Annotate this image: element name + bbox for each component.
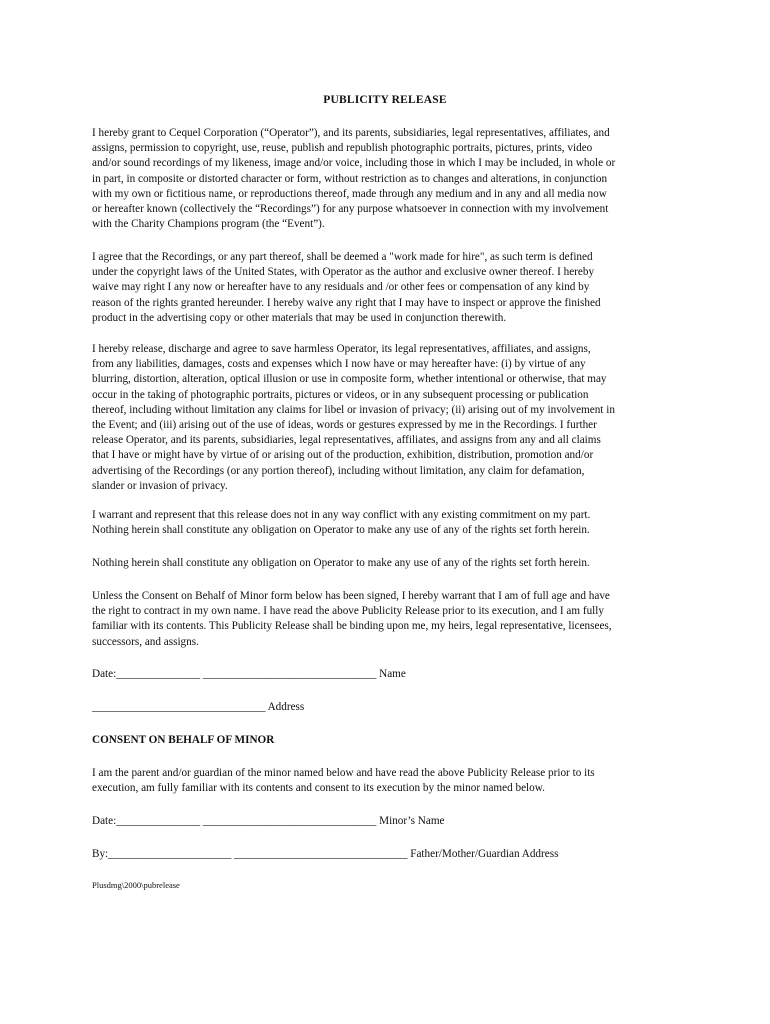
paragraph-line: execution, am fully familiar with its contents and consent to its execution by the minor named below.	[92, 782, 545, 795]
paragraph-line: slander or invasion of privacy.	[92, 479, 228, 492]
date-name-signature-line: Date:_______________ _______________________________ Name	[92, 668, 406, 680]
minor-consent-heading: CONSENT ON BEHALF OF MINOR	[92, 734, 275, 746]
paragraph-line: familiar with its contents. This Publicity Release shall be binding upon me, my heirs, legal representative, licensees,	[92, 620, 612, 633]
work-for-hire-paragraph	[92, 250, 692, 326]
paragraph-line: product in the advertising copy or other materials that may be used in conjunction therewith.	[92, 311, 507, 324]
obligation-paragraph	[92, 556, 692, 571]
paragraph-line: reason of the rights granted hereunder. I hereby waive any right that I may have to inspect or approve the finished	[92, 296, 601, 309]
paragraph-line: Nothing herein shall constitute any obligation on Operator to make any use of any of the rights set forth herein.	[92, 524, 590, 537]
paragraph-line: I am the parent and/or guardian of the minor named below and have read the above Publicity Release prior to its	[92, 767, 595, 779]
warrant-paragraph	[92, 508, 692, 538]
paragraph-line: and/or sound recordings of my likeness, image and/or voice, including those in which I may be included, in whole or	[92, 157, 616, 170]
grant-paragraph	[92, 126, 692, 232]
paragraph-line: thereof, including without limitation any claims for libel or invasion of privacy; (ii) arising out of my involvement in	[92, 403, 615, 416]
paragraph-line: I hereby release, discharge and agree to save harmless Operator, its legal representatives, affiliates, and assigns,	[92, 343, 591, 355]
paragraph-line: in part, in composite or distorted character or form, without restriction as to changes and alterations, in conjunction	[92, 172, 608, 185]
paragraph-line: Unless the Consent on Behalf of Minor form below has been signed, I hereby warrant that I am of full age and have	[92, 590, 610, 602]
paragraph-line: or hereafter known (collectively the “Recordings”) for any purpose whatsoever in connection with my involvement	[92, 203, 609, 216]
paragraph-line: with my own or fictitious name, or reproductions thereof, made through any medium and in any and all media now	[92, 187, 607, 200]
paragraph-line: successors, and assigns.	[92, 635, 199, 648]
paragraph-line: the right to contract in my own name. I have read the above Publicity Release prior to its execution, and I am fully	[92, 605, 604, 618]
paragraph-line: Nothing herein shall constitute any obligation on Operator to make any use of any of the rights set forth herein.	[92, 557, 590, 569]
document-title: PUBLICITY RELEASE	[323, 94, 447, 106]
paragraph-line: under the copyright laws of the United States, with Operator as the author and exclusive owner thereof. I hereby	[92, 266, 595, 279]
paragraph-line: from any liabilities, damages, costs and expenses which I now have or may hereafter have: (i) by virtue of any	[92, 358, 586, 371]
paragraph-line: assigns, permission to copyright, use, reuse, publish and republish photographic portraits, pictures, prints, video	[92, 142, 593, 155]
document-footer-path: Plusdmg\2000\pubrelease	[92, 880, 180, 890]
paragraph-line: I hereby grant to Cequel Corporation (“Operator”), and its parents, subsidiaries, legal representatives, affiliates, and	[92, 127, 610, 139]
paragraph-line: release Operator, and its parents, subsidiaries, legal representatives, affiliates, and assigns from any and all claims	[92, 434, 601, 447]
paragraph-line: advertising of the Recordings (or any portion thereof), including without limitation, any claim for defamation,	[92, 464, 585, 477]
minor-consent-paragraph	[92, 766, 692, 796]
paragraph-line: I warrant and represent that this release does not in any way conflict with any existing commitment on my part.	[92, 509, 591, 521]
paragraph-line: that I have or might have by virtue of or arising out of the production, exhibition, distribution, promotion and/or	[92, 449, 594, 462]
paragraph-line: occur in the taking of photographic portraits, pictures or videos, or in any subsequent processing or publication	[92, 388, 589, 401]
guardian-signature-line: By:______________________ _______________________________ Father/Mother/Guardian Address	[92, 848, 559, 860]
paragraph-line: waive may right I any now or hereafter have to any residuals and /or other fees or compensation of any kind by	[92, 281, 590, 294]
paragraph-line: with the Charity Champions program (the “Event”).	[92, 218, 325, 231]
paragraph-line: I agree that the Recordings, or any part thereof, shall be deemed a "work made for hire", as such term is defined	[92, 251, 593, 263]
full-age-paragraph	[92, 589, 692, 650]
minor-date-name-line: Date:_______________ _______________________________ Minor’s Name	[92, 815, 445, 827]
release-paragraph	[92, 342, 692, 494]
paragraph-line: blurring, distortion, alteration, optical illusion or use in composite form, whether intentional or otherwise, that may	[92, 373, 607, 386]
paragraph-line: the Event; and (iii) arising out of the use of ideas, words or gestures expressed by me in the Recordings. I further	[92, 419, 597, 432]
address-signature-line: _______________________________ Address	[92, 701, 305, 713]
